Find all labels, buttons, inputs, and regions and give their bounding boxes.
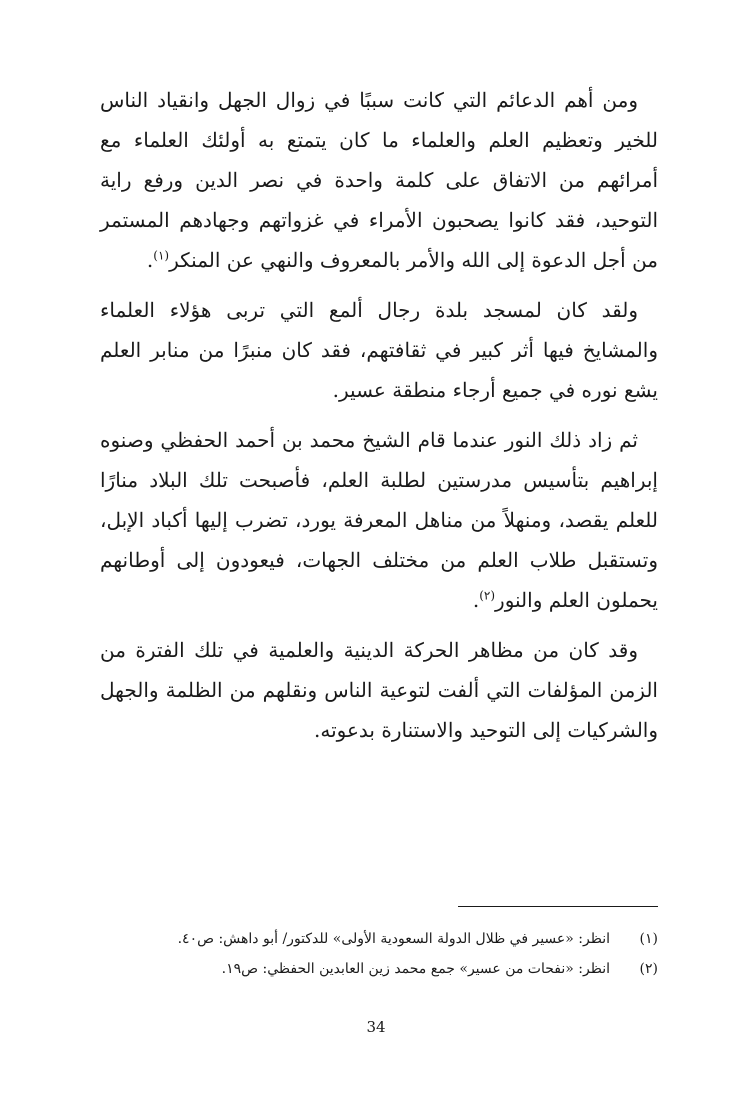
paragraph-3: ثم زاد ذلك النور عندما قام الشيخ محمد بن أحمد الحفظي وصنوه إبراهيم بتأسيس مدرستين لطلبة العلم، فأصبحت تلك البلاد منارًا للعلم يقصد، ومنهلاً من مناهل المعرفة يورد، تضرب إليها أكباد الإبل، وتستقبل طلاب العلم من مختلف الجهات، فيعودون إلى أوطانهم يحملون العلم والنور$^{(٢)}$. — [100, 428, 658, 612]
footnote-2 — [100, 954, 658, 984]
footnote-ref-1: (١) — [153, 248, 170, 263]
footnotes — [100, 924, 658, 984]
footnote-text: انظر: «نفحات من عسير» جمع محمد زين العابدين الحفظي: ص١٩. — [221, 961, 610, 977]
footnote-text: انظر: «عسير في ظلال الدولة السعودية الأولى» للدكتور/ أبو داهش: ص٤٠. — [177, 931, 610, 947]
footnote-number: (١) — [639, 931, 658, 947]
paragraph-2: ولقد كان لمسجد بلدة رجال ألمع التي تربى هؤلاء العلماء والمشايخ فيها أثر كبير في ثقافتهم، فقد كان منبرًا من منابر العلم يشع نوره في جميع أرجاء منطقة عسير. — [100, 298, 658, 402]
paragraph-4: وقد كان من مظاهر الحركة الدينية والعلمية في تلك الفترة من الزمن المؤلفات التي ألفت لتوعية الناس ونقلهم من الظلمة والجهل والشركيات إلى التوحيد والاستنارة بدعوته. — [100, 638, 658, 742]
footnote-1 — [100, 924, 658, 954]
page-number: 34 — [366, 1018, 386, 1036]
paragraph-1: ومن أهم الدعائم التي كانت سببًا في زوال الجهل وانقياد الناس للخير وتعظيم العلم والعلماء ما كان يتمتع به أولئك العلماء مع أمرائهم من الاتفاق على كلمة واحدة في نصر الدين ورفع راية التوحيد، فقد كانوا يصحبون الأمراء في غزواتهم وجهادهم المستمر من أجل الدعوة إلى الله والأمر بالمعروف والنهي عن المنكر$^{(١)}$. — [100, 88, 658, 272]
main-text — [100, 80, 658, 760]
footnote-divider — [458, 906, 658, 907]
footnote-number: (٢) — [639, 961, 658, 977]
footnote-ref-2: (٢) — [479, 588, 496, 603]
